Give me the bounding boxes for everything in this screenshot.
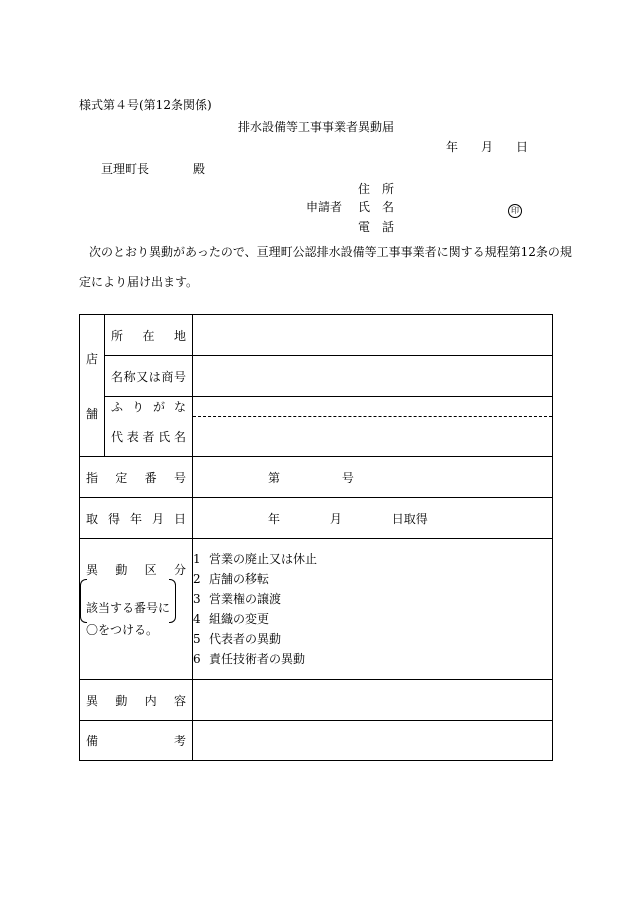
acquired-date-label: 取 得 年 月 日 (80, 498, 193, 539)
address-label: 住 所 (358, 182, 394, 196)
acquired-day: 日取得 (391, 511, 428, 526)
store-label: 店 舗 (80, 315, 105, 457)
trade-name-label: 名 称 又 は 商 号 (105, 356, 193, 397)
location-label: 所 在 地 (105, 315, 193, 356)
change-option-2[interactable]: 2 店舗の移転 (193, 572, 270, 586)
honorific: 殿 (193, 162, 206, 176)
designation-prefix: 第 (268, 470, 281, 485)
acquired-date-field[interactable] (193, 498, 553, 539)
change-type-label: 異 動 区 分 該当する番号に 〇をつける。 (80, 539, 193, 680)
date-year-label: 年 (446, 140, 459, 154)
change-type-note-2: 〇をつける。 (86, 623, 159, 637)
date-day-label: 日 (515, 140, 528, 154)
furigana-field[interactable] (193, 397, 553, 417)
change-type-note-1: 該当する番号に (86, 601, 171, 615)
phone-label: 電 話 (358, 220, 394, 234)
form-number: 様式第４号(第12条関係) (79, 98, 212, 112)
change-option-3[interactable]: 3 営業権の譲渡 (193, 592, 282, 606)
change-type-options (193, 539, 553, 680)
change-content-field[interactable] (193, 680, 553, 721)
remarks-label: 備 考 (80, 721, 193, 761)
designation-suffix: 号 (341, 470, 354, 485)
change-content-label: 異 動 内 容 (80, 680, 193, 721)
form-title: 排水設備等工事事業者異動届 (238, 120, 395, 134)
representative-label: 代 表 者 氏 名 (105, 417, 193, 457)
change-option-5[interactable]: 5 代表者の異動 (193, 632, 282, 646)
designation-label: 指 定 番 号 (80, 457, 193, 498)
submission-date (446, 138, 528, 155)
seal-mark: 印 (508, 198, 522, 218)
date-month-label: 月 (480, 140, 493, 154)
notification-table (79, 314, 553, 761)
trade-name-field[interactable] (193, 356, 553, 397)
change-option-4[interactable]: 4 組織の変更 (193, 612, 270, 626)
addressee: 亘理町長 (101, 162, 150, 176)
change-option-6[interactable]: 6 責任技術者の異動 (193, 652, 306, 666)
applicant-label: 申請者 (306, 200, 343, 214)
acquired-month: 月 (329, 511, 342, 526)
body-line-2: 定により届け出ます。 (79, 275, 199, 289)
representative-field[interactable] (193, 417, 553, 457)
body-line-1: 次のとおり異動があったので、亘理町公認排水設備等工事事業者に関する規程第12条の規 (89, 245, 572, 259)
acquired-year: 年 (268, 511, 281, 526)
change-option-1[interactable]: 1 営業の廃止又は休止 (193, 552, 318, 566)
remarks-field[interactable] (193, 721, 553, 761)
name-label: 氏 名 (358, 200, 394, 214)
location-field[interactable] (193, 315, 553, 356)
designation-field[interactable] (193, 457, 553, 498)
furigana-label: ふ り が な (105, 397, 193, 417)
